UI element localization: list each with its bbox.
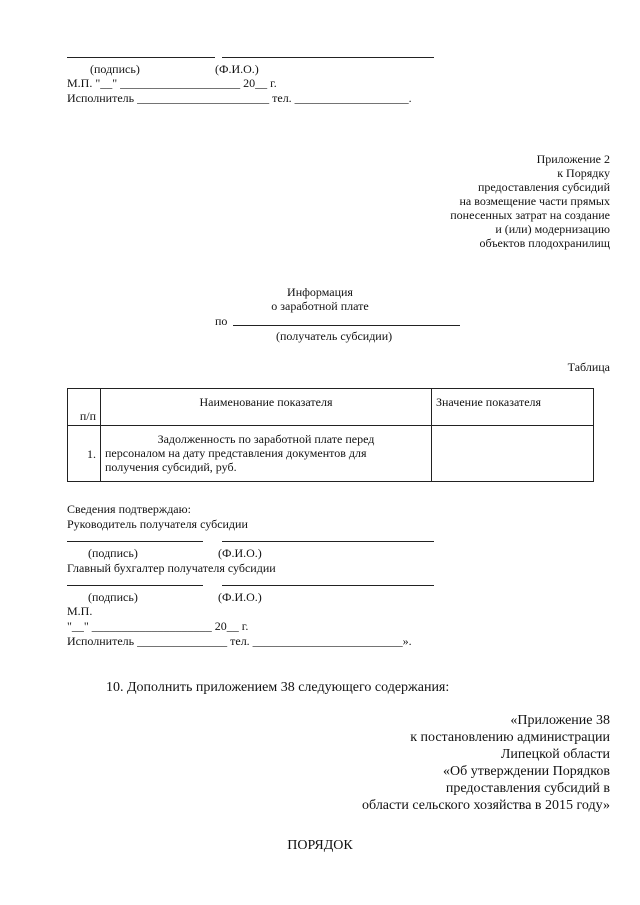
appendix-38-line: «Приложение 38: [510, 713, 610, 728]
row-name: [101, 426, 432, 482]
appendix-38-header: [290, 712, 610, 814]
name-line: [222, 57, 434, 58]
row-value: [432, 426, 594, 482]
executor-line: Исполнитель ______________________ тел. ___________________.: [67, 91, 412, 105]
head-of-recipient: Руководитель получателя субсидии: [67, 517, 248, 531]
stamp-label: М.П.: [67, 604, 93, 618]
appendix-38-line: предоставления субсидий в: [445, 781, 610, 796]
po-label: по: [215, 314, 228, 328]
executor-line: Исполнитель _______________ тел. _________________________».: [67, 634, 412, 648]
appendix-38-line: к постановлению администрации: [410, 730, 610, 745]
appendix-2-line: понесенных затрат на создание: [450, 208, 610, 222]
info-title: Информация: [287, 285, 353, 299]
signature-line: [67, 57, 215, 58]
chief-accountant: Главный бухгалтер получателя субсидии: [67, 561, 276, 575]
header-name: Наименование показателя: [101, 389, 432, 426]
row-name-line: получения субсидий, руб.: [105, 460, 237, 474]
signature-line: [67, 585, 203, 586]
appendix-2-line: к Порядку: [557, 166, 610, 180]
document-title: ПОРЯДОК: [287, 838, 353, 853]
stamp-date-line: М.П. "__" ____________________ 20__ г.: [67, 76, 277, 90]
confirm-heading: Сведения подтверждаю:: [67, 502, 191, 516]
appendix-2-line: объектов плодохранилищ: [479, 236, 610, 250]
info-subtitle: о заработной плате: [271, 299, 369, 313]
appendix-2-line: и (или) модернизацию: [495, 222, 610, 236]
row-name-line: Задолженность по заработной плате перед: [157, 432, 375, 446]
name-caption: (Ф.И.О.): [218, 590, 262, 604]
appendix-38-line: «Об утверждении Порядков: [443, 764, 610, 779]
recipient-line: [233, 325, 460, 326]
name-caption: (Ф.И.О.): [215, 62, 259, 76]
header-num: п/п: [68, 389, 101, 426]
item-10-text: 10. Дополнить приложением 38 следующего содержания:: [106, 680, 450, 695]
signature-caption: (подпись): [88, 546, 138, 560]
signature-caption: (подпись): [88, 590, 138, 604]
header-value: Значение показателя: [432, 389, 594, 426]
appendix-2-line: предоставления субсидий: [477, 180, 610, 194]
row-name-line: персоналом на дату представления документов для: [105, 446, 367, 460]
row-num: 1.: [68, 426, 101, 482]
name-line: [222, 541, 434, 542]
table-row: [68, 426, 594, 482]
info-table: [67, 388, 594, 482]
table-header-row: [68, 389, 594, 426]
appendix-38-line: области сельского хозяйства в 2015 году»: [362, 798, 610, 813]
signature-caption: (подпись): [90, 62, 140, 76]
name-caption: (Ф.И.О.): [218, 546, 262, 560]
recipient-caption: (получатель субсидии): [276, 329, 393, 343]
appendix-38-line: Липецкой области: [500, 747, 610, 762]
appendix-2-header: [350, 152, 610, 250]
table-label: Таблица: [567, 360, 610, 374]
appendix-2-line: Приложение 2: [536, 152, 610, 166]
date-line: "__" ____________________ 20__ г.: [67, 619, 249, 633]
appendix-2-line: на возмещение части прямых: [459, 194, 610, 208]
signature-line: [67, 541, 203, 542]
name-line: [222, 585, 434, 586]
